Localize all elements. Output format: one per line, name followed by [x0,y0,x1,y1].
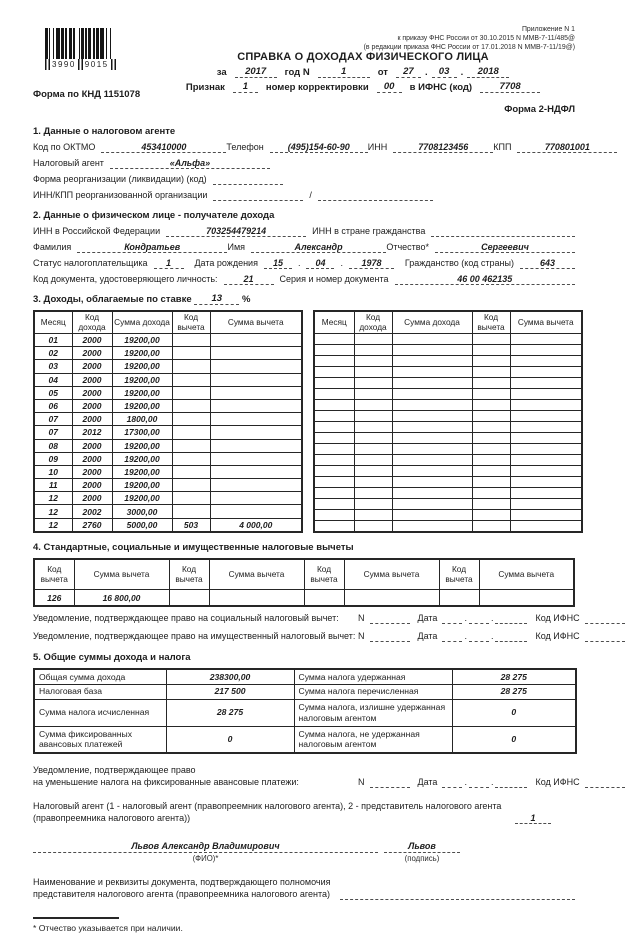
col-ded-code: Код вычета [304,559,344,590]
income-row-empty [314,521,582,533]
notice-date-day [442,631,462,642]
notice-social [33,613,580,625]
income-row: 05 2000 19200,00 [34,386,302,399]
appendix-note [364,25,575,52]
person-name-line [33,242,575,253]
inn-rf-field: 703254479214 [166,226,306,237]
income-row-empty [314,411,582,422]
col-income-sum: Сумма дохода [392,311,472,334]
form-title: СПРАВКА О ДОХОДАХ ФИЗИЧЕСКОГО ЛИЦА [237,51,489,63]
person-doc-line [33,274,575,285]
totals-value: 0 [452,726,576,753]
birthdate-label: Дата рождения [194,258,258,268]
totals-value: 238300,00 [166,669,294,684]
income-row-empty [314,444,582,455]
income-row-empty [314,488,582,499]
income-row: 12 2002 3000,00 [34,505,302,518]
section2-title: 2. Данные о физическом лице - получателе дохода [33,210,275,221]
notice-advance-line1: Уведомление, подтверждающее право [33,765,196,775]
citizenship-label: Гражданство (код страны) [404,258,514,268]
signature-field: Львов [384,841,460,853]
year-field: 2017 [235,67,277,78]
date-month-field: 03 [432,67,457,78]
income-row: 07 2012 17300,00 [34,426,302,439]
totals-label: Сумма налога, не удержанная налоговым агентом [294,726,452,753]
totals-label: Общая сумма дохода [34,669,166,684]
form-type-label: Форма 2-НДФЛ [504,104,575,115]
agent-type-field: 1 [515,813,551,824]
notice-date-day [442,613,462,624]
notice-ifns-field [585,631,625,642]
notice-advance-line2: на уменьшение налога на фиксированные авансовые платежи: [33,776,299,787]
agent-label: Налоговый агент [33,158,104,168]
section1-title: 1. Данные о налоговом агенте [33,126,176,137]
deductions-header [34,559,574,590]
ifns-field: 7708 [480,82,540,93]
appendix-line: Приложение N 1 [521,26,575,33]
income-row-empty [314,477,582,488]
agent-type-line2: (правопреемника налогового агента)) 1 [33,813,575,825]
date-year-field: 2018 [467,67,509,78]
notice-n-field [370,777,410,788]
col-deduction-code: Код вычета [172,311,210,334]
income-row-empty [314,356,582,367]
col-ded-code: Код вычета [34,559,74,590]
income-row: 12 2760 5000,00 503 4 000,00 [34,518,302,532]
col-month: Месяц [34,311,72,334]
inn-rf-label: ИНН в Российской Федерации [33,226,161,236]
form-header [33,25,575,117]
deductions-row: 126 16 800,00 [34,590,574,607]
doc-number-field: 46 00 462135 [395,274,575,285]
income-row-empty [314,378,582,389]
totals-value: 28 275 [166,699,294,726]
income-row: 02 2000 19200,00 [34,347,302,360]
notice-date-year [495,777,527,788]
notice-advance-line2-wrap [33,776,580,789]
section3-title [33,294,575,305]
income-row: 03 2000 19200,00 [34,360,302,373]
status-label: Статус налогоплательщика [33,258,148,268]
income-row-empty [314,334,582,345]
doc-code-field: 21 [224,274,274,285]
totals-value: 28 275 [452,669,576,684]
notice-date-month [469,777,489,788]
col-ded-sum: Сумма вычета [74,559,169,590]
authority-doc-line1: Наименование и реквизиты документа, подтверждающего полномочия [33,877,331,887]
korr-label: номер корректировки [265,82,369,93]
income-row-empty [314,455,582,466]
phone-field: (495)154-60-90 [270,142,368,153]
totals-label: Сумма налога перечисленная [294,684,452,699]
oktmo-field: 453410000 [101,142,226,153]
section4-title: 4. Стандартные, социальные и имущественные налоговые вычеты [33,542,354,553]
col-deduction-code: Код вычета [472,311,510,334]
totals-value: 0 [452,699,576,726]
totals-table [33,668,577,754]
totals-row [34,699,576,726]
col-month: Месяц [314,311,354,334]
surname-label: Фамилия [33,242,72,252]
income-row-empty [314,433,582,444]
agent-name-field: «Альфа» [110,158,270,169]
col-deduction-sum: Сумма вычета [210,311,302,334]
col-ded-sum: Сумма вычета [344,559,439,590]
notice-date-month [469,613,489,624]
knd-label: Форма по КНД 1151078 [33,89,141,100]
col-income-code: Код дохода [72,311,112,334]
kpp-label: КПП [493,142,512,152]
totals-label: Сумма налога исчисленная [34,699,166,726]
notice-advance [33,765,580,788]
fio-field: Львов Александр Владимирович [33,841,378,853]
col-ded-sum: Сумма вычета [479,559,574,590]
period-line: за 2017 год N 1 от 27 . 03 . 2018 [151,67,575,78]
reorg-kpp-field [318,190,433,201]
priznak-line [151,82,575,93]
notice-social-fields: N Дата . . Код ИФНС [358,613,625,624]
totals-row [34,726,576,753]
kpp-field: 770801001 [517,142,617,153]
priznak-label: Признак [185,82,225,93]
reorg-inn-label: ИНН/КПП реорганизованной организации [33,190,208,200]
appendix-line: к приказу ФНС России от 30.10.2015 N ММВ-7-11/485@ [397,35,575,42]
notice-ifns-field [585,777,625,788]
inn-field: 7708123456 [393,142,493,153]
notice-date-year [495,631,527,642]
phone-label: Телефон [226,142,264,152]
notice-property-label: Уведомление, подтверждающее право на имущественный налоговый вычет: [33,631,356,641]
col-ded-code: Код вычета [439,559,479,590]
notice-date-day [442,777,462,788]
name-field: Александр [251,242,386,253]
reorg-inn-field [213,190,303,201]
totals-row [34,669,576,684]
income-row: 09 2000 19200,00 [34,452,302,465]
income-row-empty [314,422,582,433]
inn-label: ИНН [367,142,388,152]
barcode-guard-right [111,59,116,70]
person-status-line: Статус налогоплательщика 1 Дата рождения 15 . 04 . 1978 Гражданство (код страны) 643 [33,258,575,269]
income-row-empty [314,466,582,477]
doc-code-label: Код документа, удостоверяющего личность: [33,274,218,284]
ifns-label: в ИФНС (код) [409,82,473,93]
col-income-code: Код дохода [354,311,392,334]
income-table-right [313,310,583,533]
totals-value: 217 500 [166,684,294,699]
agent-ids-line [33,142,590,153]
title-block [151,51,575,93]
totals-row [34,684,576,699]
inn-foreign-field [431,226,575,237]
barcode-digits-left: 3990 [52,60,76,69]
totals-label: Налоговая база [34,684,166,699]
deductions-table [33,558,575,607]
income-row-empty [314,510,582,521]
income-row: 04 2000 19200,00 [34,373,302,386]
col-ded-code: Код вычета [169,559,209,590]
totals-value: 0 [166,726,294,753]
signature-row [33,841,575,863]
surname-field: Кондратьев [77,242,227,253]
percent-label: % [241,294,251,305]
reorg-code-field [213,174,283,185]
date-day-field: 27 [396,67,421,78]
notice-social-label: Уведомление, подтверждающее право на социальный налоговый вычет: [33,613,339,623]
doc-number-field: 1 [318,67,370,78]
doc-number-label: Серия и номер документа [279,274,389,284]
appendix-line: (в редакции приказа ФНС России от 17.01.2018 N ММВ-7-11/19@) [363,44,575,51]
income-row: 11 2000 19200,00 [34,479,302,492]
agent-name-line [33,158,575,169]
section3-title-text: 3. Доходы, облагаемые по ставке [33,294,192,305]
income-table-left [33,310,303,533]
reorg-inn-line [33,190,575,201]
col-deduction-sum: Сумма вычета [510,311,582,334]
fio-block [33,841,378,863]
notice-ifns-field [585,613,625,624]
totals-label: Сумма налога, излишне удержанная налоговым агентом [294,699,452,726]
birth-day-field: 15 [264,258,292,269]
income-row-empty [314,389,582,400]
income-row: 01 2000 19200,00 [34,334,302,347]
ot-label: от [377,67,388,78]
notice-advance-fields: N Дата . . Код ИФНС [358,777,625,789]
barcode-digits-right: 9015 [84,60,109,69]
status-field: 1 [154,258,184,269]
income-table-header [314,311,582,334]
income-row: 10 2000 19200,00 [34,465,302,478]
authority-doc-note [33,876,575,900]
footnote: * Отчество указывается при наличии. [33,923,183,933]
agent-type-note [33,801,575,824]
barcode [45,28,125,70]
income-row: 12 2000 19200,00 [34,492,302,505]
fio-caption: (ФИО)* [192,854,219,863]
name-label: Имя [227,242,246,252]
inn-foreign-label: ИНН в стране гражданства [312,226,426,236]
notice-property [33,631,580,643]
barcode-bars [45,28,125,59]
income-tables [33,310,575,533]
signature-caption: (подпись) [404,854,440,863]
god-n-label: год N [284,67,310,78]
income-row: 07 2000 1800,00 [34,413,302,426]
totals-label: Сумма налога удержанная [294,669,452,684]
income-table-header [34,311,302,334]
footnote-rule [33,917,119,919]
income-row-empty [314,367,582,378]
income-row-empty [314,400,582,411]
signature-block [384,841,460,863]
agent-type-line1: Налоговый агент (1 - налоговый агент (правопреемник налогового агента), 2 - представитель налогового агента [33,801,502,811]
col-ded-sum: Сумма вычета [209,559,304,590]
reorg-form-line [33,174,575,185]
oktmo-label: Код по ОКТМО [33,142,96,152]
korr-field: 00 [377,82,402,93]
birth-year-field: 1978 [349,258,394,269]
za-label: за [216,67,227,78]
patronymic-label: Отчество* [386,242,429,252]
barcode-digits [45,59,125,70]
slash-separator: / [309,190,312,200]
birth-month-field: 04 [306,258,334,269]
section5-title: 5. Общие суммы дохода и налога [33,652,191,663]
notice-date-year [495,613,527,624]
citizenship-field: 643 [520,258,575,269]
notice-n-field [370,631,410,642]
tax-rate-field: 13 [194,294,239,305]
totals-label: Сумма фиксированных авансовых платежей [34,726,166,753]
income-row: 08 2000 19200,00 [34,439,302,452]
reorg-label: Форма реорганизации (ликвидации) (код) [33,174,207,184]
person-inn-line [33,226,575,237]
authority-doc-line2: представителя налогового агента (правопреемника налогового агента) [33,888,575,900]
notice-n-field [370,613,410,624]
income-row-empty [314,345,582,356]
totals-value: 28 275 [452,684,576,699]
patronymic-field: Сергеевич [435,242,575,253]
notice-property-fields: N Дата . . Код ИФНС [358,631,625,642]
col-income-sum: Сумма дохода [112,311,172,334]
income-row-empty [314,499,582,510]
income-row: 06 2000 19200,00 [34,399,302,412]
notice-date-month [469,631,489,642]
authority-doc-field [340,889,575,900]
priznak-field: 1 [233,82,258,93]
